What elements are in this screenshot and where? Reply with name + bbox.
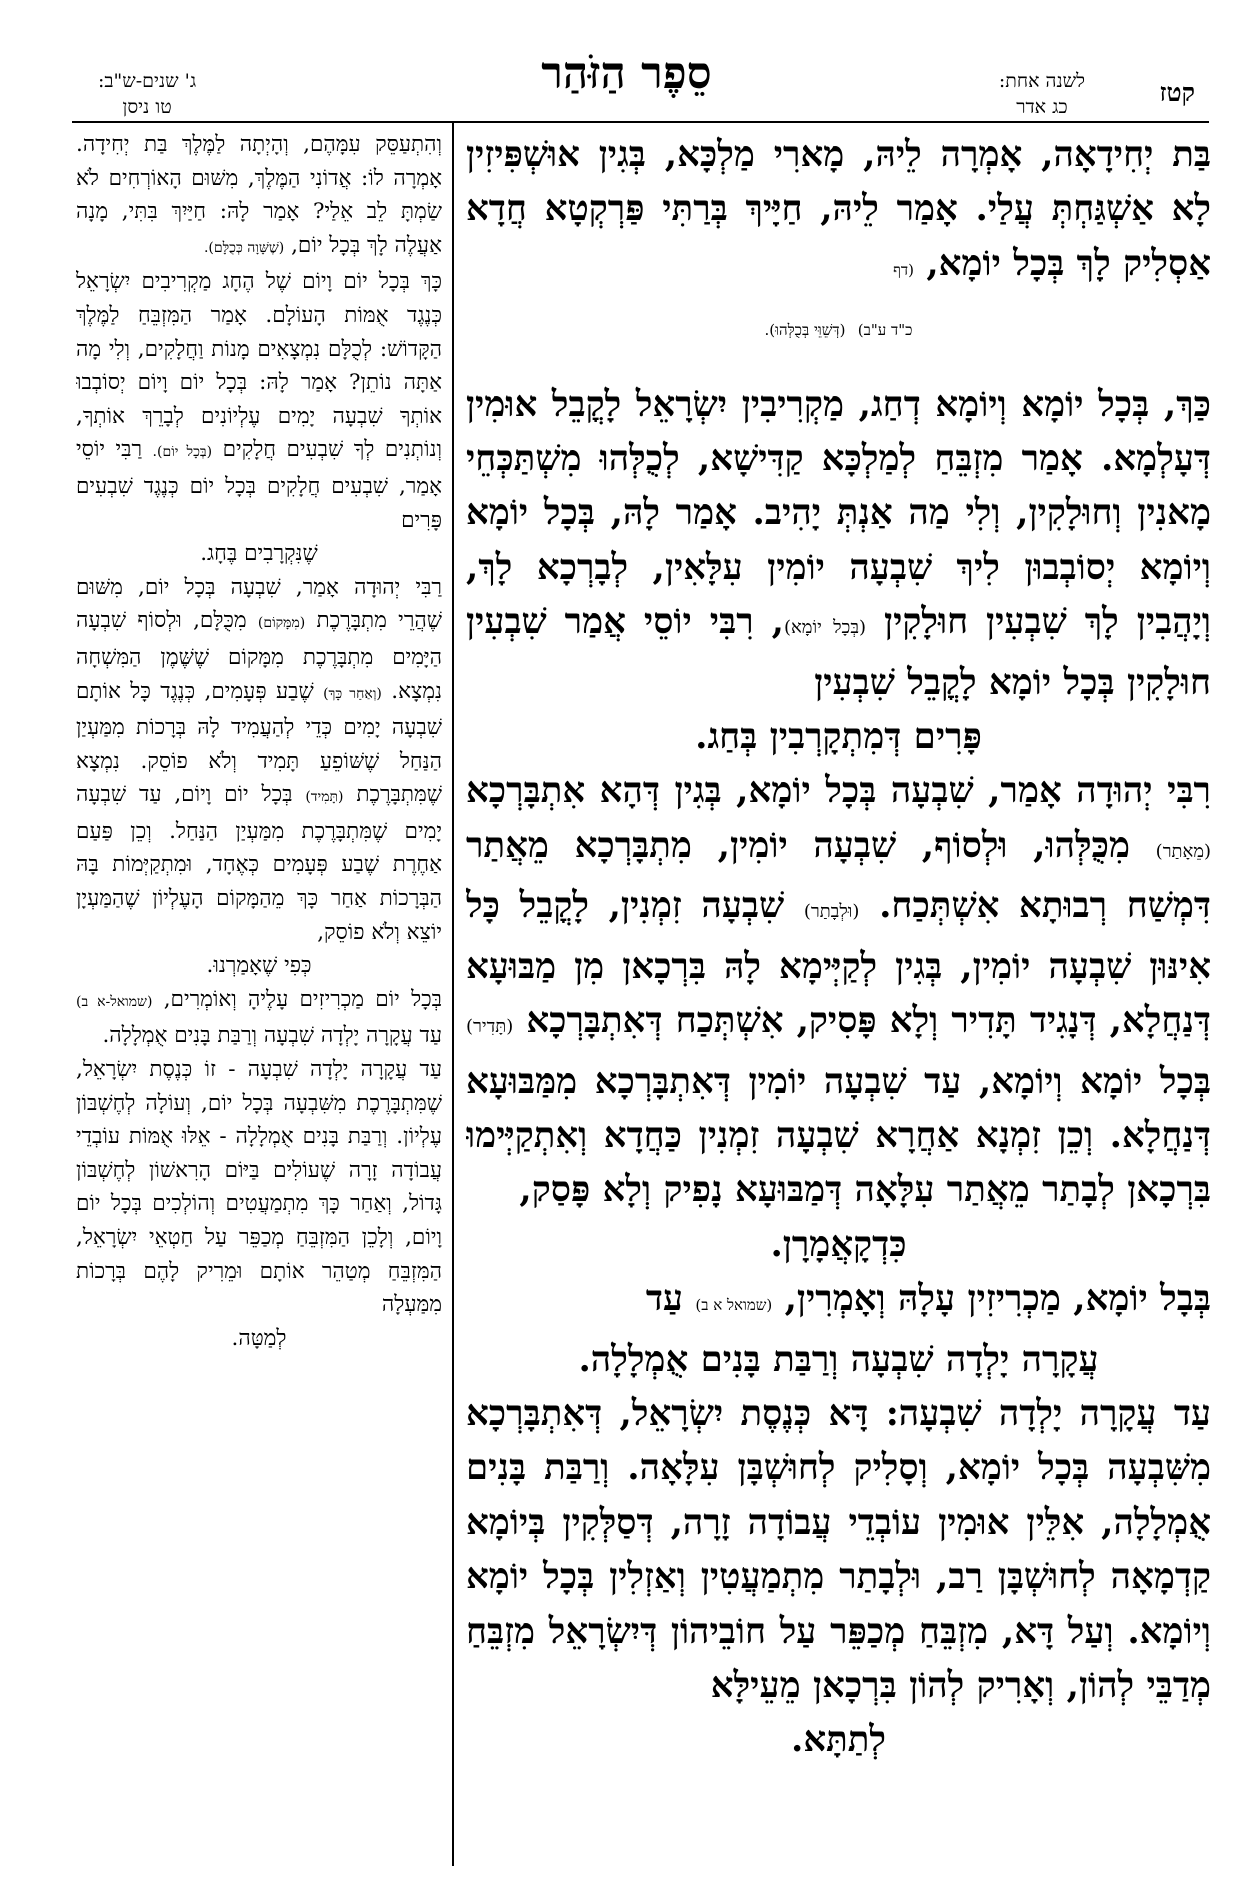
annotation: (מֵאָתַר)	[1155, 840, 1211, 862]
verse-reference: (שמואל א ב)	[695, 1296, 773, 1315]
annotation: (תָּדִיר)	[466, 1016, 514, 1038]
paragraph-last-line: לְתַתָּא.	[790, 1719, 887, 1761]
schedule-date: כג אדר	[1016, 96, 1068, 118]
annotation: (שֶׁשָּׁוָה כְּכֻלָּם).	[203, 239, 285, 256]
paragraph: בַּת יְחִידָאָה, אָמְרָה לֵיהּ, מָארִי מַלְכָּא, בְּגִין אוּשְׁפִּיזִין לָא אַשְׁגַּחְתְּ עֲלַי. אָמַר לֵיהּ, חַיָּיךְ בְּרַתִּי פַּרְקְטָא חֲדָא אַסְלִיק לָךְ בְּכָל יוֹמָא, (דף	[466, 134, 1211, 284]
header-divider	[72, 121, 1209, 123]
annotation: (בְּכָל יוֹם).	[152, 444, 213, 461]
book-title: סֵפֶר הַזֹּהַר	[541, 48, 712, 99]
paragraph: בְּבָל יוֹמָא, מַכְרִיזִין עָלָהּ וְאָמְרִין, (שמואל א ב) עַד	[645, 1278, 1211, 1320]
schedule-label: לשנה אחת:	[998, 70, 1085, 92]
paragraph: כַּךְ, בְּכָל יוֹמָא וְיוֹמָא דְחַג, מַקְרִיבִין יִשְׂרָאֵל לָקֳבֵל אוּמִין דְּעָלְמָא. אָמַר מִזְבֵּחַ לְמַלְכָּא קַדִּישָׁא, לְכֻלְּהוּ מִשְׁתַּכְּחֵי מָאנִין וְחוּלָקִין, וְלִי מַה אַנְתְּ יָהִיב. אָמַר לָהּ, בְּכָל יוֹמָא וְיוֹמָא יְסוֹבְבוּן לִיךְ שִׁבְעָה יוֹמִין עִלָּאִין, לְבָרְכָא לָךְ, וְיָהֲבִין לָךְ שִׁבְעִין חוּלָקִין (בְּכָל יוֹמָא), רִבִּי יוֹסֵי אֲמַר שִׁבְעִין חוּלָקִין בְּכָל יוֹמָא לָקֳבֵל שִׁבְעִין	[466, 383, 1211, 703]
page-number: קטז	[1159, 78, 1195, 107]
schedule-label: ג' שנים-ש"ב:	[98, 70, 197, 92]
paragraph-last-line: כְּפִי שֶׁאָמַרְנוּ.	[206, 953, 312, 979]
paragraph-last-line: שֶׁנִּקְרָבִים בֶּחָג.	[200, 541, 318, 567]
aramaic-text-column	[466, 128, 1211, 1868]
paragraph: עַד עֲקָרָה יָלְדָה שִׁבְעָה: דָּא כְּנֶסֶת יִשְׂרָאֵל, דְּאִתְבָּרְכָא מִשִּׁבְעָה בְּכָל יוֹמָא, וְסָלִיק לְחוּשְׁבָּן עִלָּאָה. וְרַבַּת בָּנִים אֻמְלָלָה, אִלֵּין אוּמִין עוֹבְדֵי עֲבוֹדָה זָרָה, דְּסַלְּקִין בְּיוֹמָא קַדְמָאָה לְחוּשְׁבָּן רַב, וּלְבָתַר מִתְמַעֲטִין וְאַזְלִין בְּכָל יוֹמָא וְיוֹמָא. וְעַל דָּא, מִזְבֵּחַ מְכַפֵּר עַל חוֹבֵיהוֹן דְּיִשְׂרָאֵל מִזְבֵּחַ מְדַבֵּי לְהוֹן, וְאָרִיק לְהוֹן בִּרְכָאן מֵעֵילָּא	[466, 1392, 1211, 1706]
hebrew-translation-column	[76, 128, 442, 1868]
annotation: (וְאַחַר כָּךְ)	[323, 685, 382, 702]
annotation: (תָּמִיד)	[305, 789, 344, 806]
paragraph: וְהִתְעַסֵּק עִמָּהֶם, וְהָיְתָה לַמֶּלֶךְ בַּת יְחִידָה. אָמְרָה לוֹ: אֲדוֹנִי הַמֶּלֶךְ, מִשּׁוּם הָאוֹרְחִים לֹא שַׂמְתָּ לֵב אֵלַי? אָמַר לָהּ: חַיַּיִךְ בִּתִּי, מָנָה אַעֲלֶה לָךְ בְּכָל יוֹם, (שֶׁשָּׁוָה כְּכֻלָּם).	[76, 132, 442, 258]
page-reference: כ"ד ע"ב)	[857, 321, 913, 340]
column-divider	[452, 121, 454, 1866]
paragraph-last-line: פָּרִים דְּמִתְקָרְבִין בְּחַג.	[695, 716, 982, 758]
schedule-date: טו ניסן	[122, 96, 172, 118]
paragraph: רַבִּי יְהוּדָה אָמַר, שִׁבְעָה בְּכָל יוֹם, מִשּׁוּם שֶׁהֲרֵי מִתְבָּרֶכֶת (מִמָּקוֹם) מִכֻּלָּם, וּלְסוֹף שִׁבְעָה הַיָּמִים מִתְבָּרֶכֶת מִמָּקוֹם שֶׁשֶּׁמֶן הַמִּשְׁחָה נִמְצָא. (וְאַחַר כָּךְ) שֶׁבַע פְּעָמִים, כְּנֶגֶד כָּל אוֹתָם שִׁבְעָה יָמִים כְּדֵי לְהַעֲמִיד לָהּ בְּרָכוֹת מִמַּעְיַן הַנַּחַל שֶׁשּׁוֹפֵעַ תָּמִיד וְלֹא פוֹסֵק. נִמְצָא שֶׁמִּתְבָּרֶכֶת (תָּמִיד) בְּכָל יוֹם וָיוֹם, עַד שִׁבְעָה יָמִים שֶׁמִּתְבָּרֶכֶת מִמַּעְיַן הַנַּחַל. וְכֵן פַּעַם אַחֶרֶת שֶׁבַע פְּעָמִים כְּאֶחָד, וּמִתְקַיְּמוֹת בָּהּ הַבְּרָכוֹת אַחַר כָּךְ מֵהַמָּקוֹם הָעֶלְיוֹן שֶׁהַמַּעְיָן יוֹצֵא וְלֹא פוֹסֵק,	[76, 574, 442, 945]
verse-reference: (שמואל-א ב)	[76, 993, 153, 1010]
paragraph: עַד עֲקָרָה יָלְדָה שִׁבְעָה - זוֹ כְּנֶסֶת יִשְׂרָאֵל, שֶׁמִּתְבָּרֶכֶת מִשִּׁבְעָה בְּכָל יוֹם, וְעוֹלָה לְחֶשְׁבּוֹן עֶלְיוֹן. וְרַבַּת בָּנִים אֻמְלָלָה - אֵלּוּ אֻמּוֹת עוֹבְדֵי עֲבוֹדָה זָרָה שֶׁעוֹלִים בַּיּוֹם הָרִאשׁוֹן לְחֶשְׁבּוֹן גָּדוֹל, וְאַחַר כָּךְ מִתְמַעֲטִים וְהוֹלְכִים בְּכָל יוֹם וָיוֹם, וְלָכֵן הַמִּזְבֵּחַ מְכַפֵּר עַל חַטְאֵי יִשְׂרָאֵל, הַמִּזְבֵּחַ מְטַהֵר אוֹתָם וּמֵרִיק לָהֶם בְּרָכוֹת מִמַּעְלָה	[76, 1057, 442, 1318]
annotation: (דְּשֵׁוֵּי בְּכֻלְּהוּ).	[764, 321, 846, 340]
paragraph-last-line: לְמַטָּה.	[231, 1325, 287, 1351]
verse-quote: עֲקָרָה יָלְדָה שִׁבְעָה וְרַבַּת בָּנִים אֻמְלָלָה.	[578, 1338, 1099, 1380]
paragraph: כָּךְ בְּכָל יוֹם וָיוֹם שֶׁל הֶחָג מַקְרִיבִים יִשְׂרָאֵל כְּנֶגֶד אֻמּוֹת הָעוֹלָם. אָמַר הַמִּזְבֵּחַ לַמֶּלֶךְ הַקָּדוֹשׁ: לְכֻלָּם נִמְצָאִים מָנוֹת וַחֲלָקִים, וְלִי מָה אַתָּה נוֹתֵן? אָמַר לָהּ: בְּכָל יוֹם וָיוֹם יְסוֹבְבוּ אוֹתְךָ שִׁבְעָה יָמִים עֶלְיוֹנִים לְבָרֵךְ אוֹתְךָ, וְנוֹתְנִים לְךָ שִׁבְעִים חֲלָקִים (בְּכָל יוֹם). רַבִּי יוֹסֵי אָמַר, שִׁבְעִים חֲלָקִים בְּכָל יוֹם כְּנֶגֶד שִׁבְעִים פָּרִים	[76, 269, 442, 533]
paragraph: רִבִּי יְהוּדָה אָמַר, שִׁבְעָה בְּכָל יוֹמָא, בְּגִין דְּהָא אִתְבָּרְכָא (מֵאָתַר) מִכֻּלְּהוּ, וּלְסוֹף, שִׁבְעָה יוֹמִין, מִתְבָּרְכָא מֵאֲתַר דִּמְשַׁח רְבוּתָא אִשְׁתְּכַח. (וּלְבָתַר) שִׁבְעָה זִמְנִין, לָקֳבֵל כָּל אִינּוּן שִׁבְעָה יוֹמִין, בְּגִין לְקַיְּימָא לָהּ בִּרְכָאן מִן מַבּוּעָא דְּנַחֲלָא, דְּנָגִיד תָּדִיר וְלָא פָּסִיק, אִשְׁתְּכַח דְּאִתְבָּרְכָא (תָּדִיר) בְּכָל יוֹמָא וְיוֹמָא, עַד שִׁבְעָה יוֹמִין דְּאִתְבָּרְכָא מִמַּבּוּעָא דְּנַחֲלָא. וְכֵן זִמְנָא אַחֲרָא שִׁבְעָה זִמְנִין כַּחֲדָא וְאִתְקַיְּימוּ בִּרְכָאן לְבָתַר מֵאֲתַר עִלָּאָה דְּמַבּוּעָא נָפִיק וְלָא פָּסַק,	[466, 770, 1211, 1211]
paragraph-note	[466, 297, 1211, 357]
page-reference: (דף	[893, 260, 914, 279]
annotation: (בְּכָל יוֹמָא)	[783, 617, 867, 639]
paragraph: בְּכָל יוֹם מַכְרִיזִים עָלֶיהָ וְאוֹמְרִים, (שמואל-א ב) עַד עֲקָרָה יָלְדָה שִׁבְעָה וְרַבַּת בָּנִים אֻמְלָלָה.	[76, 986, 442, 1049]
annotation: (מִמָּקוֹם)	[257, 615, 306, 632]
paragraph-last-line: כִּדְקָאֲמָרָן.	[770, 1223, 907, 1265]
study-schedule-three-years	[98, 68, 196, 120]
annotation: (וּלְבָתַר)	[803, 901, 860, 923]
